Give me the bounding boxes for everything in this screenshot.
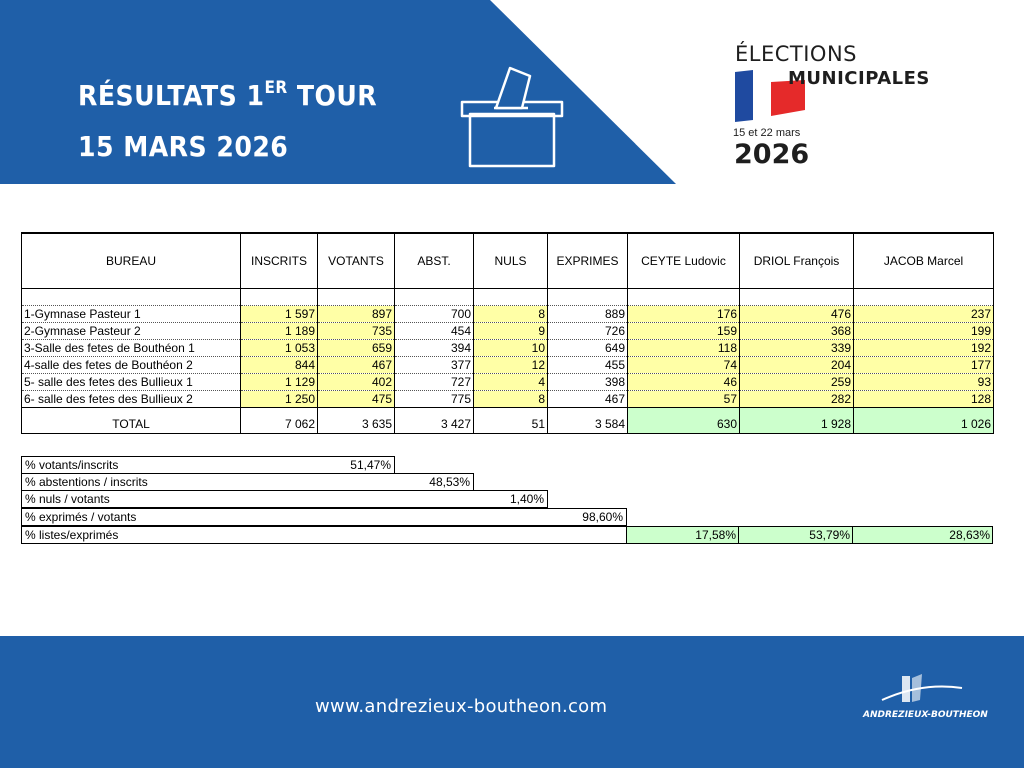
nuls-cell: 10: [474, 339, 548, 356]
bureau-name: 3-Salle des fetes de Bouthéon 1: [22, 339, 241, 356]
table-row: [22, 373, 994, 390]
bureau-name: 5- salle des fetes des Bullieux 1: [22, 373, 241, 390]
votants-cell: 897: [318, 305, 395, 322]
total-driol: 1 928: [740, 407, 854, 433]
bureau-name: 6- salle des fetes des Bullieux 2: [22, 390, 241, 407]
abstentions-cell: 700: [395, 305, 474, 322]
jacob-cell: 199: [854, 322, 994, 339]
exprimes-cell: 467: [548, 390, 628, 407]
pct-votants-row: [21, 456, 395, 474]
logo-dates: 15 et 22 mars: [733, 127, 801, 139]
jacob-cell: 192: [854, 339, 994, 356]
table-row: [22, 322, 994, 339]
total-exprimes: 3 584: [548, 407, 628, 433]
jacob-cell: 128: [854, 390, 994, 407]
ceyte-cell: 57: [628, 390, 740, 407]
exprimes-cell: 649: [548, 339, 628, 356]
total-abstentions: 3 427: [395, 407, 474, 433]
header-bureau: BUREAU: [22, 233, 241, 288]
votants-cell: 475: [318, 390, 395, 407]
nuls-cell: 8: [474, 305, 548, 322]
inscrits-cell: 1 129: [241, 373, 318, 390]
city-logo-icon: [862, 672, 972, 712]
ceyte-cell: 74: [628, 356, 740, 373]
jacob-cell: 93: [854, 373, 994, 390]
pct-nuls-label: % nuls / votants: [25, 492, 110, 506]
page-title: RÉSULTATS 1ER TOUR: [78, 78, 378, 112]
logo-elections-text: ÉLECTIONS: [735, 42, 857, 66]
pct-votants-value: 51,47%: [350, 458, 391, 472]
logo-year: 2026: [734, 139, 810, 170]
pct-exprimes-label: % exprimés / votants: [25, 510, 137, 524]
city-logo-text: ANDREZIEUX-BOUTHEON: [863, 710, 988, 720]
pct-listes-label: % listes/exprimés: [25, 528, 119, 542]
bureau-name: 4-salle des fetes de Bouthéon 2: [22, 356, 241, 373]
pct-votants-label: % votants/inscrits: [25, 458, 119, 472]
votants-cell: 659: [318, 339, 395, 356]
pct-exprimes-row: [21, 508, 627, 526]
votants-cell: 735: [318, 322, 395, 339]
driol-cell: 339: [740, 339, 854, 356]
total-jacob: 1 026: [854, 407, 994, 433]
jacob-cell: 177: [854, 356, 994, 373]
driol-cell: 476: [740, 305, 854, 322]
table-row: [22, 305, 994, 322]
header-exprimes: EXPRIMES: [548, 233, 628, 288]
pct-abstentions-value: 48,53%: [429, 475, 470, 489]
pct-nuls-row: [21, 490, 548, 508]
driol-cell: 259: [740, 373, 854, 390]
pct-abstentions-row: [21, 473, 474, 491]
nuls-cell: 4: [474, 373, 548, 390]
inscrits-cell: 1 053: [241, 339, 318, 356]
inscrits-cell: 1 597: [241, 305, 318, 322]
header-abstentions: ABST.: [395, 233, 474, 288]
ceyte-cell: 159: [628, 322, 740, 339]
inscrits-cell: 1 189: [241, 322, 318, 339]
bureau-name: 1-Gymnase Pasteur 1: [22, 305, 241, 322]
nuls-cell: 12: [474, 356, 548, 373]
pct-listes-jacob: 28,63%: [852, 526, 993, 544]
votants-cell: 402: [318, 373, 395, 390]
pct-listes-row: [21, 526, 627, 544]
ceyte-cell: 46: [628, 373, 740, 390]
ballot-box-icon: [458, 62, 568, 172]
header-candidate-ceyte: CEYTE Ludovic: [628, 233, 740, 288]
total-nuls: 51: [474, 407, 548, 433]
ceyte-cell: 118: [628, 339, 740, 356]
nuls-cell: 8: [474, 390, 548, 407]
results-table: [21, 232, 994, 434]
pct-abstentions-label: % abstentions / inscrits: [25, 475, 148, 489]
pct-listes-driol: 53,79%: [738, 526, 853, 544]
website-url[interactable]: www.andrezieux-boutheon.com: [315, 696, 608, 717]
exprimes-cell: 455: [548, 356, 628, 373]
abstentions-cell: 377: [395, 356, 474, 373]
logo-municipales-text: MUNICIPALES: [788, 68, 930, 89]
table-row: [22, 356, 994, 373]
jacob-cell: 237: [854, 305, 994, 322]
header-nuls: NULS: [474, 233, 548, 288]
nuls-cell: 9: [474, 322, 548, 339]
pct-listes-ceyte: 17,58%: [626, 526, 739, 544]
abstentions-cell: 775: [395, 390, 474, 407]
driol-cell: 368: [740, 322, 854, 339]
inscrits-cell: 844: [241, 356, 318, 373]
abstentions-cell: 727: [395, 373, 474, 390]
election-date: 15 MARS 2026: [78, 130, 289, 163]
bureau-name: 2-Gymnase Pasteur 2: [22, 322, 241, 339]
driol-cell: 282: [740, 390, 854, 407]
exprimes-cell: 889: [548, 305, 628, 322]
total-inscrits: 7 062: [241, 407, 318, 433]
pct-nuls-value: 1,40%: [509, 492, 544, 506]
inscrits-cell: 1 250: [241, 390, 318, 407]
abstentions-cell: 454: [395, 322, 474, 339]
total-label: TOTAL: [22, 407, 241, 433]
total-votants: 3 635: [318, 407, 395, 433]
driol-cell: 204: [740, 356, 854, 373]
pct-exprimes-value: 98,60%: [582, 510, 623, 524]
table-total-row: [22, 407, 994, 433]
votants-cell: 467: [318, 356, 395, 373]
exprimes-cell: 726: [548, 322, 628, 339]
table-row: [22, 390, 994, 407]
exprimes-cell: 398: [548, 373, 628, 390]
header-candidate-jacob: JACOB Marcel: [854, 233, 994, 288]
table-header-row: [22, 233, 994, 288]
ceyte-cell: 176: [628, 305, 740, 322]
table-spacer-row: [22, 288, 994, 305]
table-row: [22, 339, 994, 356]
header-candidate-driol: DRIOL François: [740, 233, 854, 288]
abstentions-cell: 394: [395, 339, 474, 356]
header-inscrits: INSCRITS: [241, 233, 318, 288]
total-ceyte: 630: [628, 407, 740, 433]
header-votants: VOTANTS: [318, 233, 395, 288]
